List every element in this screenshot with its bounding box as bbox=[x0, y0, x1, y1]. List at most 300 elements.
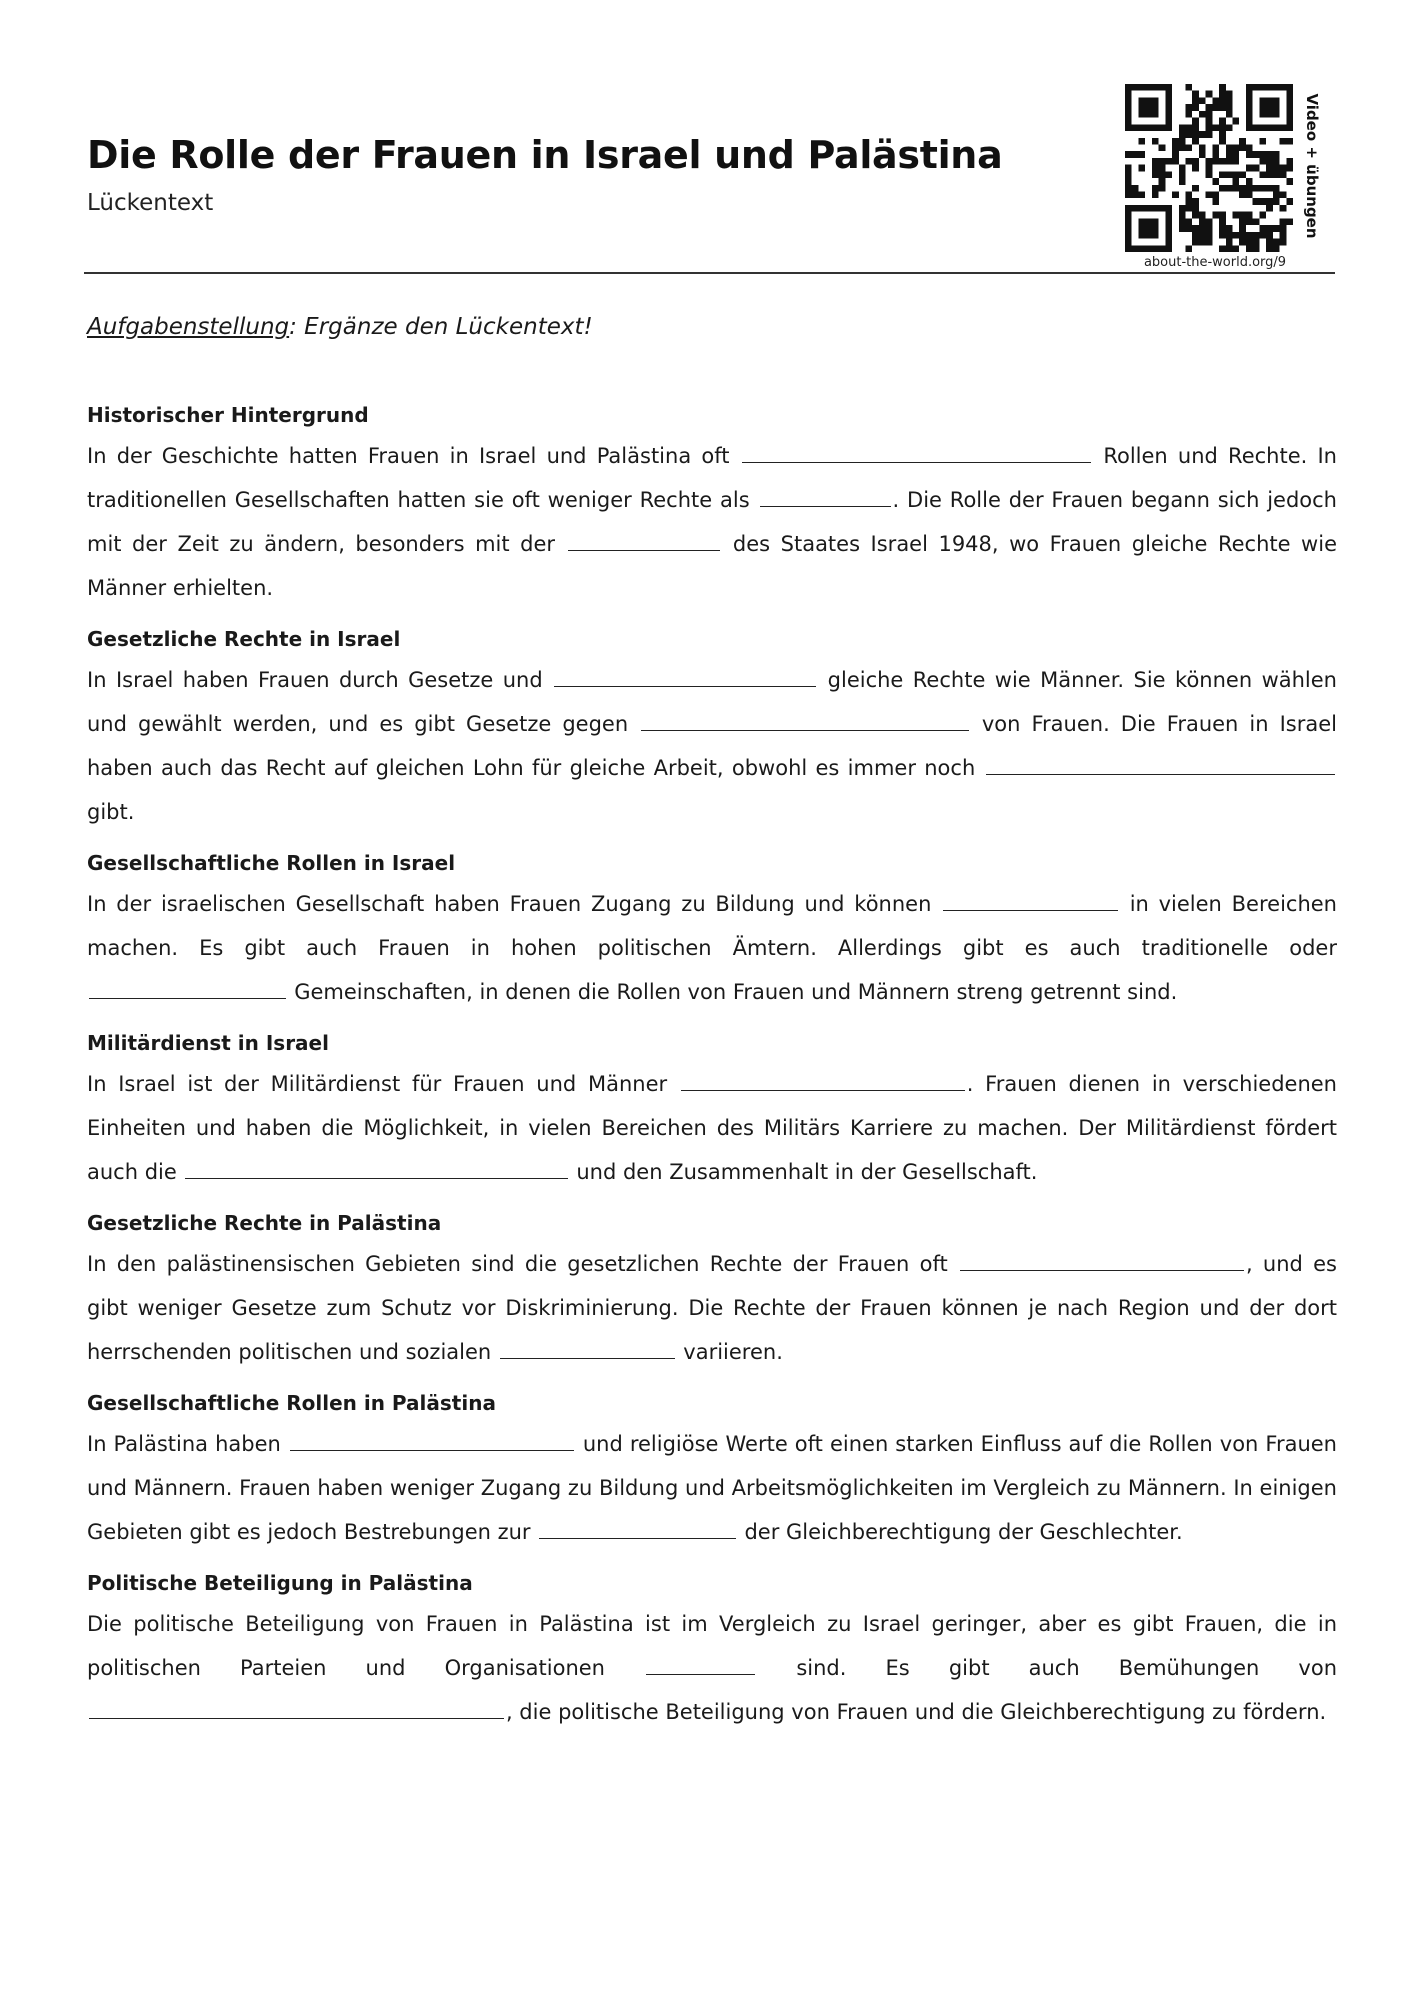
qr-module bbox=[1165, 124, 1172, 131]
qr-module bbox=[1280, 84, 1287, 91]
qr-module bbox=[1152, 138, 1159, 145]
qr-module bbox=[1125, 151, 1132, 158]
qr-module bbox=[1280, 225, 1287, 232]
qr-module bbox=[1179, 165, 1186, 172]
qr-module bbox=[1286, 218, 1293, 225]
qr-module bbox=[1165, 205, 1172, 212]
qr-module bbox=[1246, 232, 1253, 239]
qr-module bbox=[1159, 165, 1166, 172]
qr-module bbox=[1185, 124, 1192, 131]
qr-module bbox=[1239, 185, 1246, 192]
qr-module bbox=[1266, 84, 1273, 91]
section bbox=[87, 848, 1337, 1014]
qr-module bbox=[1212, 178, 1219, 185]
qr-module bbox=[1280, 239, 1287, 246]
qr-module bbox=[1152, 111, 1159, 118]
qr-module bbox=[1165, 212, 1172, 219]
qr-module bbox=[1273, 185, 1280, 192]
qr-module bbox=[1206, 118, 1213, 125]
qr-module bbox=[1226, 91, 1233, 98]
qr-module bbox=[1239, 212, 1246, 219]
qr-module bbox=[1159, 245, 1166, 252]
qr-module bbox=[1246, 212, 1253, 219]
qr-module bbox=[1199, 144, 1206, 151]
qr-module bbox=[1145, 84, 1152, 91]
qr-module bbox=[1226, 171, 1233, 178]
page-title: Die Rolle der Frauen in Israel und Palästina bbox=[87, 133, 1003, 177]
qr-module bbox=[1253, 245, 1260, 252]
section bbox=[87, 400, 1337, 610]
qr-module bbox=[1219, 232, 1226, 239]
text-run: In Israel ist der Militärdienst für Frauen und Männer bbox=[87, 1072, 679, 1096]
qr-module bbox=[1246, 245, 1253, 252]
qr-module bbox=[1125, 185, 1132, 192]
qr-module bbox=[1138, 165, 1145, 172]
fill-in-blank[interactable] bbox=[554, 665, 816, 687]
section-heading: Militärdienst in Israel bbox=[87, 1031, 329, 1055]
qr-module bbox=[1192, 165, 1199, 172]
qr-module bbox=[1246, 97, 1253, 104]
qr-module bbox=[1192, 232, 1199, 239]
qr-module bbox=[1219, 185, 1226, 192]
qr-module bbox=[1226, 124, 1233, 131]
qr-module bbox=[1125, 212, 1132, 219]
qr-module bbox=[1212, 124, 1219, 131]
qr-module bbox=[1266, 185, 1273, 192]
qr-module bbox=[1206, 91, 1213, 98]
qr-module bbox=[1246, 218, 1253, 225]
fill-in-blank[interactable] bbox=[760, 485, 891, 507]
qr-module bbox=[1266, 225, 1273, 232]
qr-module bbox=[1233, 178, 1240, 185]
qr-module bbox=[1219, 138, 1226, 145]
qr-module bbox=[1253, 151, 1260, 158]
qr-module bbox=[1132, 245, 1139, 252]
qr-module bbox=[1185, 131, 1192, 138]
fill-in-blank[interactable] bbox=[539, 1517, 736, 1539]
qr-module bbox=[1145, 225, 1152, 232]
qr-module bbox=[1212, 212, 1219, 219]
qr-module bbox=[1125, 104, 1132, 111]
qr-module bbox=[1185, 104, 1192, 111]
qr-module bbox=[1199, 97, 1206, 104]
qr-module bbox=[1280, 165, 1287, 172]
qr-module bbox=[1185, 198, 1192, 205]
qr-module bbox=[1239, 144, 1246, 151]
qr-module bbox=[1138, 192, 1145, 199]
qr-module bbox=[1159, 84, 1166, 91]
text-run: von Frauen. Die Frauen in Israel haben auch das Recht auf gleichen Lohn für gleiche Arbeit, obwohl es immer noch bbox=[87, 712, 1337, 780]
qr-module bbox=[1159, 158, 1166, 165]
text-run: In den palästinensischen Gebieten sind die gesetzlichen Rechte der Frauen oft bbox=[87, 1252, 959, 1276]
fill-in-blank[interactable] bbox=[290, 1429, 574, 1451]
qr-module bbox=[1138, 124, 1145, 131]
qr-module bbox=[1152, 232, 1159, 239]
qr-module bbox=[1159, 205, 1166, 212]
qr-module bbox=[1273, 245, 1280, 252]
qr-module bbox=[1172, 158, 1179, 165]
qr-module bbox=[1253, 239, 1260, 246]
qr-module bbox=[1179, 138, 1186, 145]
qr-module bbox=[1233, 245, 1240, 252]
fill-in-blank[interactable] bbox=[742, 441, 1091, 463]
qr-module bbox=[1152, 84, 1159, 91]
qr-module bbox=[1273, 165, 1280, 172]
qr-module bbox=[1132, 205, 1139, 212]
qr-module bbox=[1266, 171, 1273, 178]
qr-module bbox=[1132, 151, 1139, 158]
qr-module bbox=[1233, 118, 1240, 125]
qr-module bbox=[1273, 97, 1280, 104]
qr-module bbox=[1259, 212, 1266, 219]
qr-module bbox=[1179, 218, 1186, 225]
text-run: gleiche Rechte wie Männer. Sie können wählen und gewählt werden, und es gibt Gesetze gegen bbox=[87, 668, 1337, 736]
qr-module bbox=[1179, 178, 1186, 185]
qr-module bbox=[1226, 151, 1233, 158]
qr-module bbox=[1145, 124, 1152, 131]
fill-in-blank[interactable] bbox=[943, 889, 1118, 911]
qr-module bbox=[1206, 192, 1213, 199]
text-run: Gemeinschaften, in denen die Rollen von Frauen und Männern streng getrennt sind. bbox=[287, 980, 1178, 1004]
qr-module bbox=[1206, 104, 1213, 111]
qr-module bbox=[1226, 158, 1233, 165]
qr-module bbox=[1125, 124, 1132, 131]
section bbox=[87, 1568, 1337, 1734]
qr-module bbox=[1219, 212, 1226, 219]
qr-module bbox=[1159, 171, 1166, 178]
qr-module bbox=[1219, 245, 1226, 252]
qr-module bbox=[1152, 158, 1159, 165]
qr-module bbox=[1273, 239, 1280, 246]
section-heading: Gesellschaftliche Rollen in Palästina bbox=[87, 1391, 496, 1415]
qr-module bbox=[1226, 225, 1233, 232]
qr-module bbox=[1165, 111, 1172, 118]
qr-module bbox=[1179, 225, 1186, 232]
qr-module bbox=[1266, 97, 1273, 104]
fill-in-blank[interactable] bbox=[646, 1653, 755, 1675]
fill-in-blank[interactable] bbox=[89, 1697, 504, 1719]
qr-module bbox=[1286, 165, 1293, 172]
qr-module bbox=[1185, 158, 1192, 165]
qr-module bbox=[1239, 138, 1246, 145]
qr-code bbox=[1125, 84, 1293, 252]
qr-module bbox=[1212, 158, 1219, 165]
qr-module bbox=[1206, 165, 1213, 172]
section-text bbox=[87, 658, 1337, 834]
qr-module bbox=[1212, 192, 1219, 199]
qr-module bbox=[1273, 171, 1280, 178]
qr-module bbox=[1138, 245, 1145, 252]
qr-module bbox=[1199, 212, 1206, 219]
qr-module bbox=[1185, 144, 1192, 151]
qr-module bbox=[1165, 171, 1172, 178]
qr-module bbox=[1266, 205, 1273, 212]
qr-module bbox=[1219, 91, 1226, 98]
text-run: . Frauen dienen in verschiedenen Einheiten und haben die Möglichkeit, in vielen Bereichen des Militärs Karriere zu machen. Der Militärdienst fördert auch die bbox=[87, 1072, 1337, 1184]
qr-module bbox=[1206, 124, 1213, 131]
qr-module bbox=[1259, 111, 1266, 118]
qr-module bbox=[1125, 171, 1132, 178]
qr-module bbox=[1192, 185, 1199, 192]
section-text bbox=[87, 1602, 1337, 1734]
qr-module bbox=[1233, 185, 1240, 192]
qr-module bbox=[1226, 245, 1233, 252]
qr-module bbox=[1259, 124, 1266, 131]
qr-module bbox=[1286, 97, 1293, 104]
qr-module bbox=[1253, 165, 1260, 172]
qr-module bbox=[1125, 84, 1132, 91]
qr-module bbox=[1226, 111, 1233, 118]
qr-module bbox=[1165, 97, 1172, 104]
section bbox=[87, 1208, 1337, 1374]
qr-module bbox=[1259, 151, 1266, 158]
qr-module bbox=[1219, 171, 1226, 178]
qr-module bbox=[1266, 151, 1273, 158]
qr-module bbox=[1206, 111, 1213, 118]
qr-module bbox=[1145, 104, 1152, 111]
qr-module bbox=[1280, 171, 1287, 178]
qr-module bbox=[1286, 84, 1293, 91]
fill-in-blank[interactable] bbox=[641, 709, 969, 731]
text-run: Die politische Beteiligung von Frauen in Palästina ist im Vergleich zu Israel geringer, aber es gibt Frauen, die in politischen Parteien und Organisationen bbox=[87, 1612, 1337, 1680]
qr-module bbox=[1159, 178, 1166, 185]
qr-module bbox=[1246, 111, 1253, 118]
qr-module bbox=[1145, 97, 1152, 104]
qr-module bbox=[1152, 97, 1159, 104]
qr-module bbox=[1152, 185, 1159, 192]
qr-module bbox=[1179, 131, 1186, 138]
section-text bbox=[87, 882, 1337, 1014]
qr-module bbox=[1266, 239, 1273, 246]
qr-module bbox=[1159, 144, 1166, 151]
section bbox=[87, 624, 1337, 834]
qr-module bbox=[1239, 218, 1246, 225]
qr-module bbox=[1273, 111, 1280, 118]
qr-module bbox=[1199, 225, 1206, 232]
qr-module bbox=[1192, 225, 1199, 232]
qr-module bbox=[1286, 111, 1293, 118]
qr-module bbox=[1125, 91, 1132, 98]
qr-module bbox=[1138, 232, 1145, 239]
qr-module bbox=[1273, 158, 1280, 165]
qr-module bbox=[1152, 245, 1159, 252]
qr-module bbox=[1233, 212, 1240, 219]
text-run: gibt. bbox=[87, 800, 135, 824]
qr-module bbox=[1259, 138, 1266, 145]
qr-module bbox=[1206, 225, 1213, 232]
qr-module bbox=[1246, 104, 1253, 111]
qr-module bbox=[1138, 97, 1145, 104]
qr-module bbox=[1206, 232, 1213, 239]
qr-module bbox=[1219, 97, 1226, 104]
qr-module bbox=[1138, 111, 1145, 118]
qr-module bbox=[1273, 124, 1280, 131]
qr-module bbox=[1152, 165, 1159, 172]
qr-module bbox=[1219, 118, 1226, 125]
qr-module bbox=[1266, 111, 1273, 118]
qr-module bbox=[1138, 218, 1145, 225]
fill-in-blank[interactable] bbox=[986, 753, 1335, 775]
qr-module bbox=[1152, 104, 1159, 111]
qr-module bbox=[1233, 171, 1240, 178]
qr-module bbox=[1199, 151, 1206, 158]
fill-in-blank[interactable] bbox=[89, 977, 286, 999]
qr-module bbox=[1226, 239, 1233, 246]
qr-module bbox=[1273, 151, 1280, 158]
qr-module bbox=[1138, 84, 1145, 91]
text-run: des Staates Israel 1948, wo Frauen gleiche Rechte wie Männer erhielten. bbox=[87, 532, 1337, 600]
qr-module bbox=[1259, 104, 1266, 111]
fill-in-blank[interactable] bbox=[681, 1069, 965, 1091]
qr-module bbox=[1273, 192, 1280, 199]
qr-module bbox=[1192, 205, 1199, 212]
qr-module bbox=[1212, 104, 1219, 111]
text-run: Rollen und Rechte. In traditionellen Gesellschaften hatten sie oft weniger Rechte als bbox=[87, 444, 1337, 512]
qr-module bbox=[1199, 218, 1206, 225]
qr-module bbox=[1266, 165, 1273, 172]
qr-module bbox=[1266, 158, 1273, 165]
qr-module bbox=[1145, 245, 1152, 252]
qr-module bbox=[1239, 232, 1246, 239]
text-run: in vielen Bereichen machen. Es gibt auch Frauen in hohen politischen Ämtern. Allerdings gibt es auch traditionelle oder bbox=[87, 892, 1337, 960]
qr-module bbox=[1125, 111, 1132, 118]
qr-module bbox=[1125, 218, 1132, 225]
section-text bbox=[87, 1062, 1337, 1194]
qr-module bbox=[1259, 225, 1266, 232]
qr-module bbox=[1152, 218, 1159, 225]
qr-module bbox=[1138, 205, 1145, 212]
qr-module bbox=[1233, 144, 1240, 151]
qr-module bbox=[1165, 225, 1172, 232]
qr-module bbox=[1132, 185, 1139, 192]
qr-module bbox=[1192, 158, 1199, 165]
qr-module bbox=[1179, 212, 1186, 219]
qr-module bbox=[1246, 91, 1253, 98]
qr-module bbox=[1132, 124, 1139, 131]
qr-module bbox=[1219, 225, 1226, 232]
text-run: In der Geschichte hatten Frauen in Israel und Palästina oft bbox=[87, 444, 740, 468]
fill-in-blank[interactable] bbox=[185, 1157, 567, 1179]
qr-module bbox=[1179, 205, 1186, 212]
section-text bbox=[87, 1242, 1337, 1374]
qr-module bbox=[1206, 218, 1213, 225]
section-text bbox=[87, 434, 1337, 610]
qr-module bbox=[1286, 91, 1293, 98]
qr-module bbox=[1212, 198, 1219, 205]
qr-module bbox=[1165, 245, 1172, 252]
qr-module bbox=[1179, 171, 1186, 178]
qr-module bbox=[1253, 198, 1260, 205]
qr-module bbox=[1259, 198, 1266, 205]
qr-module bbox=[1219, 218, 1226, 225]
qr-module bbox=[1286, 158, 1293, 165]
qr-module bbox=[1165, 118, 1172, 125]
qr-module bbox=[1192, 97, 1199, 104]
qr-module bbox=[1179, 124, 1186, 131]
qr-module bbox=[1125, 232, 1132, 239]
qr-module bbox=[1286, 178, 1293, 185]
fill-in-blank[interactable] bbox=[568, 529, 721, 551]
fill-in-blank[interactable] bbox=[500, 1337, 675, 1359]
qr-module bbox=[1185, 245, 1192, 252]
task-text: : Ergänze den Lückentext! bbox=[289, 314, 593, 340]
text-run: sind. Es gibt auch Bemühungen von bbox=[757, 1656, 1338, 1680]
qr-module bbox=[1165, 218, 1172, 225]
qr-module bbox=[1226, 104, 1233, 111]
qr-module bbox=[1233, 158, 1240, 165]
qr-module bbox=[1219, 124, 1226, 131]
qr-module bbox=[1233, 232, 1240, 239]
qr-module bbox=[1206, 239, 1213, 246]
qr-module bbox=[1219, 104, 1226, 111]
qr-module bbox=[1226, 232, 1233, 239]
qr-module bbox=[1192, 198, 1199, 205]
fill-in-blank[interactable] bbox=[960, 1249, 1244, 1271]
qr-module bbox=[1165, 84, 1172, 91]
qr-module bbox=[1125, 165, 1132, 172]
qr-module bbox=[1152, 124, 1159, 131]
qr-module bbox=[1246, 239, 1253, 246]
qr-module bbox=[1132, 84, 1139, 91]
qr-module bbox=[1172, 144, 1179, 151]
qr-module bbox=[1212, 151, 1219, 158]
qr-module bbox=[1246, 192, 1253, 199]
qr-module bbox=[1286, 138, 1293, 145]
qr-module bbox=[1280, 232, 1287, 239]
qr-module bbox=[1165, 91, 1172, 98]
qr-module bbox=[1138, 104, 1145, 111]
qr-module bbox=[1206, 131, 1213, 138]
section-heading: Politische Beteiligung in Palästina bbox=[87, 1571, 473, 1595]
header-divider bbox=[84, 272, 1335, 274]
qr-module bbox=[1266, 124, 1273, 131]
qr-module bbox=[1253, 218, 1260, 225]
qr-module bbox=[1132, 192, 1139, 199]
qr-module bbox=[1266, 198, 1273, 205]
qr-module bbox=[1206, 171, 1213, 178]
qr-module bbox=[1185, 205, 1192, 212]
qr-module bbox=[1266, 245, 1273, 252]
text-run: In der israelischen Gesellschaft haben Frauen Zugang zu Bildung und können bbox=[87, 892, 942, 916]
qr-module bbox=[1185, 218, 1192, 225]
qr-module bbox=[1199, 111, 1206, 118]
qr-module bbox=[1125, 97, 1132, 104]
text-run: , und es gibt weniger Gesetze zum Schutz vor Diskriminierung. Die Rechte der Frauen können je nach Region und der dort herrschenden politischen und sozialen bbox=[87, 1252, 1338, 1364]
qr-module bbox=[1246, 144, 1253, 151]
qr-module bbox=[1219, 158, 1226, 165]
qr-module bbox=[1212, 97, 1219, 104]
text-run: In Palästina haben bbox=[87, 1432, 288, 1456]
qr-module bbox=[1165, 239, 1172, 246]
qr-module bbox=[1172, 192, 1179, 199]
qr-module bbox=[1286, 118, 1293, 125]
qr-module bbox=[1246, 118, 1253, 125]
qr-module bbox=[1145, 111, 1152, 118]
text-run: , die politische Beteiligung von Frauen und die Gleichberechtigung zu fördern. bbox=[505, 1700, 1327, 1724]
qr-module bbox=[1192, 131, 1199, 138]
qr-module bbox=[1199, 239, 1206, 246]
qr-module bbox=[1138, 225, 1145, 232]
qr-module bbox=[1179, 144, 1186, 151]
qr-module bbox=[1152, 205, 1159, 212]
qr-module bbox=[1226, 185, 1233, 192]
qr-module bbox=[1280, 205, 1287, 212]
qr-module bbox=[1199, 232, 1206, 239]
qr-module bbox=[1233, 151, 1240, 158]
section-heading: Gesetzliche Rechte in Israel bbox=[87, 627, 401, 651]
qr-module bbox=[1259, 232, 1266, 239]
qr-module bbox=[1273, 84, 1280, 91]
